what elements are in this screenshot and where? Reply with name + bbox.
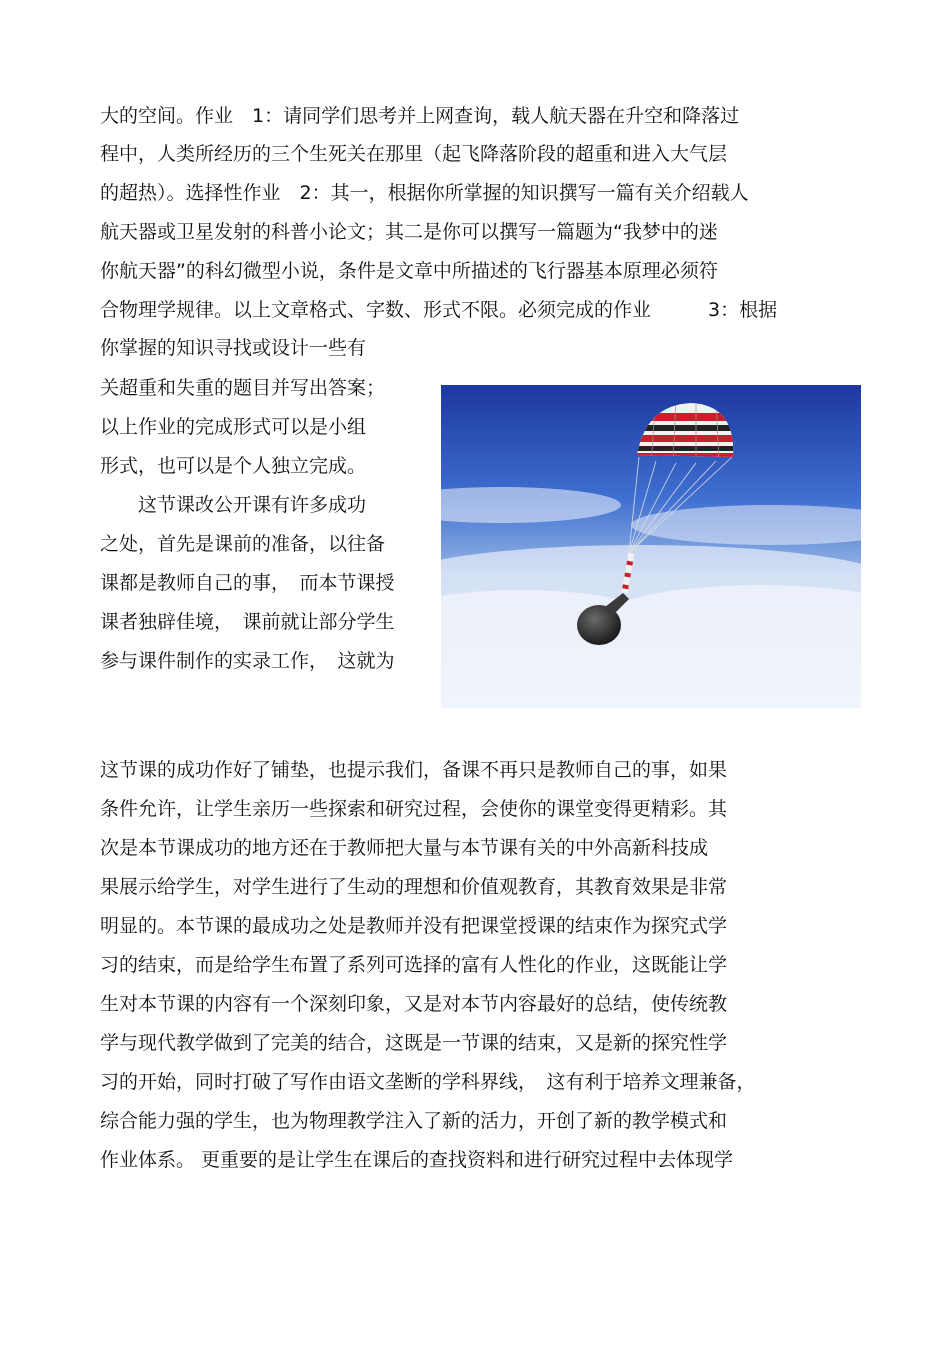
text-line: 参与课件制作的实录工作， 这就为: [100, 650, 395, 672]
parachute-photo: [441, 385, 861, 708]
text-line: 关超重和失重的题目并写出答案；: [100, 377, 386, 399]
text-line: 习的开始，同时打破了写作由语文垄断的学科界线， 这有利于培养文理兼备，: [100, 1071, 756, 1093]
clouds: [441, 487, 861, 708]
text-line: 这节课改公开课有许多成功: [100, 494, 367, 516]
text-line: 之处，首先是课前的准备，以往备: [100, 533, 386, 555]
text-line: 你掌握的知识寻找或设计一些有: [100, 337, 367, 359]
text-line: 生对本节课的内容有一个深刻印象，又是对本节内容最好的总结，使传统教: [100, 993, 728, 1015]
text-line: 明显的。本节课的最成功之处是教师并没有把课堂授课的结束作为探究式学: [100, 915, 728, 937]
text-line: 综合能力强的学生，也为物理教学注入了新的活力，开创了新的教学模式和: [100, 1110, 728, 1132]
text-line: 课者独辟佳境， 课前就让部分学生: [100, 611, 395, 633]
text-line: 以上作业的完成形式可以是小组: [100, 416, 367, 438]
text-line: 形式，也可以是个人独立完成。: [100, 455, 367, 477]
parachute-capsule-image: [441, 385, 861, 708]
text-line: 航天器或卫星发射的科普小论文；其二是你可以撰写一篇题为“我梦中的迷: [100, 221, 718, 243]
text-line: 的超热）。选择性作业 2：其一，根据你所掌握的知识撰写一篇有关介绍载人: [100, 182, 749, 204]
text-line: 习的结束，而是给学生布置了系列可选择的富有人性化的作业，这既能让学: [100, 954, 728, 976]
text-line: 条件允许，让学生亲历一些探索和研究过程，会使你的课堂变得更精彩。其: [100, 798, 728, 820]
text-line: 次是本节课成功的地方还在于教师把大量与本节课有关的中外高新科技成: [100, 837, 709, 859]
text-line: 学与现代教学做到了完美的结合，这既是一节课的结束，又是新的探究性学: [100, 1032, 728, 1054]
text-line: 你航天器”的科幻微型小说，条件是文章中所描述的飞行器基本原理必须符: [100, 260, 718, 282]
text-line: 大的空间。作业 1：请同学们思考并上网查询，载人航天器在升空和降落过: [100, 105, 740, 127]
text-line: 程中，人类所经历的三个生死关在那里（起飞降落阶段的超重和进入大气层: [100, 143, 728, 165]
text-line: 课都是教师自己的事， 而本节课授: [100, 572, 395, 594]
text-line: 果展示给学生，对学生进行了生动的理想和价值观教育，其教育效果是非常: [100, 876, 728, 898]
text-line: 这节课的成功作好了铺垫，也提示我们，备课不再只是教师自己的事，如果: [100, 759, 728, 781]
text-line: 合物理学规律。以上文章格式、字数、形式不限。必须完成的作业 3：根据: [100, 299, 778, 321]
text-line: 作业体系。 更重要的是让学生在课后的查找资料和进行研究过程中去体现学: [100, 1149, 734, 1171]
